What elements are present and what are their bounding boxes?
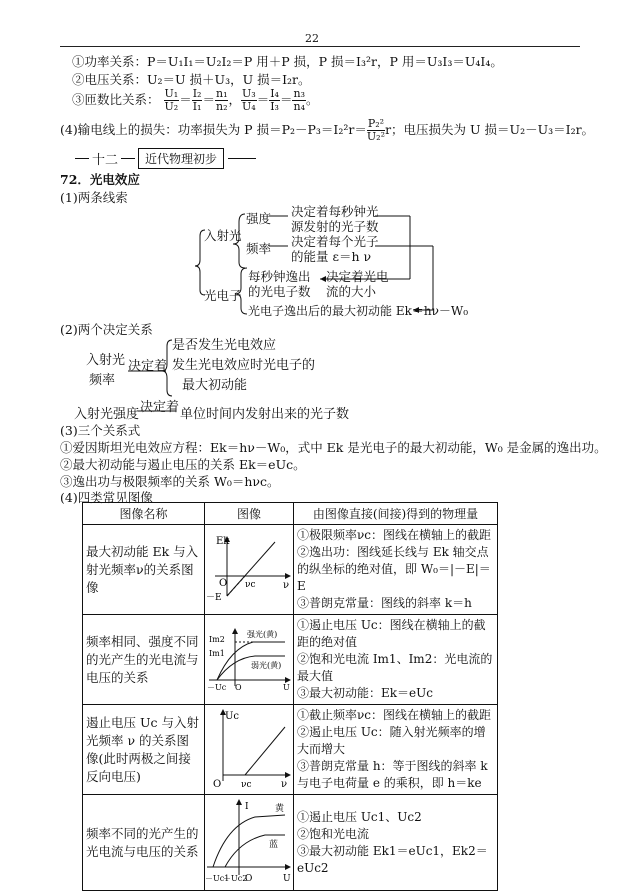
relation-2: ②最大初动能与遏止电压的关系 Ek＝eUc。 [60, 457, 306, 472]
graph-cell [205, 705, 294, 795]
relation-1: ①爱因斯坦光电效应方程：Ek＝hν－W₀，式中 Ek 是光电子的最大初动能，W₀ 是金属的逸出功。 [60, 440, 607, 455]
origin-label: O [235, 683, 242, 692]
decides-label-2: 决定着 [140, 400, 180, 415]
graph-cell [205, 795, 294, 891]
series-label: 弱光(黄) [251, 661, 282, 670]
fraction: $\frac{\text{U₁}}{\text{U₂}}$ [164, 87, 179, 113]
graph-name: 频率不同的光产生的光电流与电压的关系 [83, 795, 205, 891]
graph-cell [205, 615, 294, 705]
graph-info: ①截止频率νc：图线在横轴上的截距 ②遏止电压 Uc：随入射光频率的增大而增大 ③普朗克常量 h：等于图线的斜率 k 与电子电荷量 e 的乘积，即 h＝ke [294, 705, 498, 795]
subheading-2: (2)两个决定关系 [60, 322, 153, 337]
series-label: 蓝 [269, 840, 279, 850]
relation-3: ③逸出功与极限频率的关系 W₀＝hνc。 [60, 474, 280, 489]
table-row [83, 525, 498, 615]
graph-cell [205, 525, 294, 615]
series-label: 强光(黄) [247, 630, 278, 639]
decide-results: 是否发生光电效应 发生光电效应时光电子的 最大初动能 [172, 338, 316, 393]
tick-label: －E [206, 593, 222, 603]
axis-label: ν [283, 580, 290, 591]
graph-info: ①遏止电压 Uc1、Uc2 ②饱和光电流 ③最大初动能 Ek1＝eUc1，Ek2＝eUc2 [294, 795, 498, 891]
table-row [83, 615, 498, 705]
graph-name: 最大初动能 Ek 与入射光频率ν的关系图像 [83, 525, 205, 615]
axis-label: Ek [216, 536, 230, 547]
frequency-label-2: 入射光 频率 [86, 353, 126, 388]
table-header: 图像名称 [83, 503, 205, 525]
axis-label: ν [281, 779, 288, 790]
tick-label: －Uc2 [223, 874, 248, 883]
series-label: 黄 [275, 804, 285, 814]
current-desc: 决定着光电 流的大小 [326, 269, 389, 299]
intensity-desc: 决定着每秒钟光 源发射的光子数 [291, 204, 379, 234]
voltage-relation: ②电压关系：U₂＝U 损＋U₃，U 损＝I₂r。 [72, 72, 311, 87]
axis-label: U [283, 874, 291, 884]
current-voltage-frequency-graph [205, 795, 293, 887]
table-header: 图像 [205, 503, 294, 525]
tick-label: Im2 [209, 635, 225, 644]
graph-info: ①遏止电压 Uc：图线在横轴上的截距的绝对值 ②饱和光电流 Im1、Im2：光电流的最大值 ③最大初动能：Ek＝eUc [294, 615, 498, 705]
tick-label: νc [245, 580, 256, 590]
uc-frequency-graph [205, 705, 293, 791]
page-number: 22 [305, 32, 319, 45]
tick-label: －Uc [207, 683, 227, 692]
graph-name: 遏止电压 Uc 与入射光频率 ν 的关系图像(此时两极之间接反向电压) [83, 705, 205, 795]
axis-label: U [283, 683, 290, 692]
tick-label: Im1 [209, 649, 225, 658]
turns-relation: ③匝数比关系： $\frac{\text{U₁}}{\text{U₂}}$ ＝ $\frac{\text{I₂}}{\text{I₁}}$ ＝ $\frac{\text{n₁}}{\text{n₂}}$ ， $\frac{\text{U₃}}{\text{U₄}}$ ＝ $\frac{\text{I₄}}{\text{I₃}}$ ＝ $\frac{\text{n₃}}{\text{n₄}}$ 。 [72, 87, 319, 113]
section-heading [72, 148, 256, 169]
electron-count: 每秒钟逸出 的光电子数 [248, 269, 311, 299]
origin-label: O [245, 874, 253, 884]
intensity-label-2: 入射光强度 [74, 407, 140, 422]
topic-title: 72．光电效应 [60, 172, 140, 187]
graph-name: 频率相同、强度不同的光产生的光电流与电压的关系 [83, 615, 205, 705]
graph-info: ①极限频率νc：图线在横轴上的截距 ②逸出功：图线延长线与 Ek 轴交点的纵坐标的绝对值，即 W₀＝|－E|＝E ③普朗克常量：图线的斜率 k＝h [294, 525, 498, 615]
subheading-4: (4)四类常见图像 [60, 490, 153, 505]
table-row [83, 795, 498, 891]
table-header-row [83, 503, 498, 525]
subheading-3: (3)三个关系式 [60, 423, 141, 438]
decide-bracket [126, 336, 176, 398]
fraction: $\frac{\text{I₂}}{\text{I₁}}$ [192, 87, 202, 113]
intensity-label: 强度 [246, 211, 272, 226]
subheading-1: (1)两条线索 [60, 190, 128, 205]
axis-label: Uc [225, 711, 240, 722]
table-row [83, 705, 498, 795]
axis-label: I [245, 802, 249, 812]
decides-label: 决定着 [128, 359, 168, 374]
ek-frequency-graph [205, 532, 293, 604]
graph-table [82, 502, 498, 891]
fraction: $\frac{\text{I₄}}{\text{I₃}}$ [270, 87, 279, 113]
section-title: 近代物理初步 [138, 148, 224, 169]
table-header: 由图像直接(间接)得到的物理量 [294, 503, 498, 525]
frequency-label: 频率 [246, 241, 272, 256]
max-ke-desc: 光电子逸出后的最大初动能 Ek＝hν－W₀ [248, 304, 469, 318]
origin-label: O [213, 779, 222, 790]
fraction: $\frac{\text{P₂²}}{\text{U₂²}}$ [366, 117, 385, 143]
turns-prefix: ③匝数比关系： [72, 92, 160, 107]
photoelectron-label: 光电子 [204, 288, 242, 303]
current-voltage-graph [205, 624, 293, 692]
header-rule [60, 46, 580, 47]
tick-label: －Uc1 [205, 874, 230, 883]
incident-light-label: 入射光 [204, 228, 242, 243]
fraction: $\frac{\text{n₁}}{\text{n₂}}$ [215, 87, 228, 113]
line-loss: (4)输电线上的损失：功率损失为 P 损＝P₂－P₃＝I₂²r＝ $\frac{\text{P₂²}}{\text{U₂²}}$ r；电压损失为 U 损＝U₂－U₃＝I₂r。 [60, 117, 595, 143]
decide-line [138, 408, 178, 414]
decide-result-4: 单位时间内发射出来的光子数 [180, 407, 350, 422]
section-number: 十二 [92, 153, 119, 168]
tick-label: νc [241, 780, 252, 790]
fraction: $\frac{\text{U₃}}{\text{U₄}}$ [242, 87, 256, 113]
frequency-desc: 决定着每个光子 的能量 ε＝h ν [291, 234, 379, 264]
origin-label: O [219, 578, 228, 589]
fraction: $\frac{\text{n₃}}{\text{n₄}}$ [293, 87, 305, 113]
power-relation: ①功率关系：P＝U₁I₁＝U₂I₂＝P 用＋P 损，P 损＝I₃²r，P 用＝U₃I₃＝U₄I₄。 [72, 54, 503, 69]
